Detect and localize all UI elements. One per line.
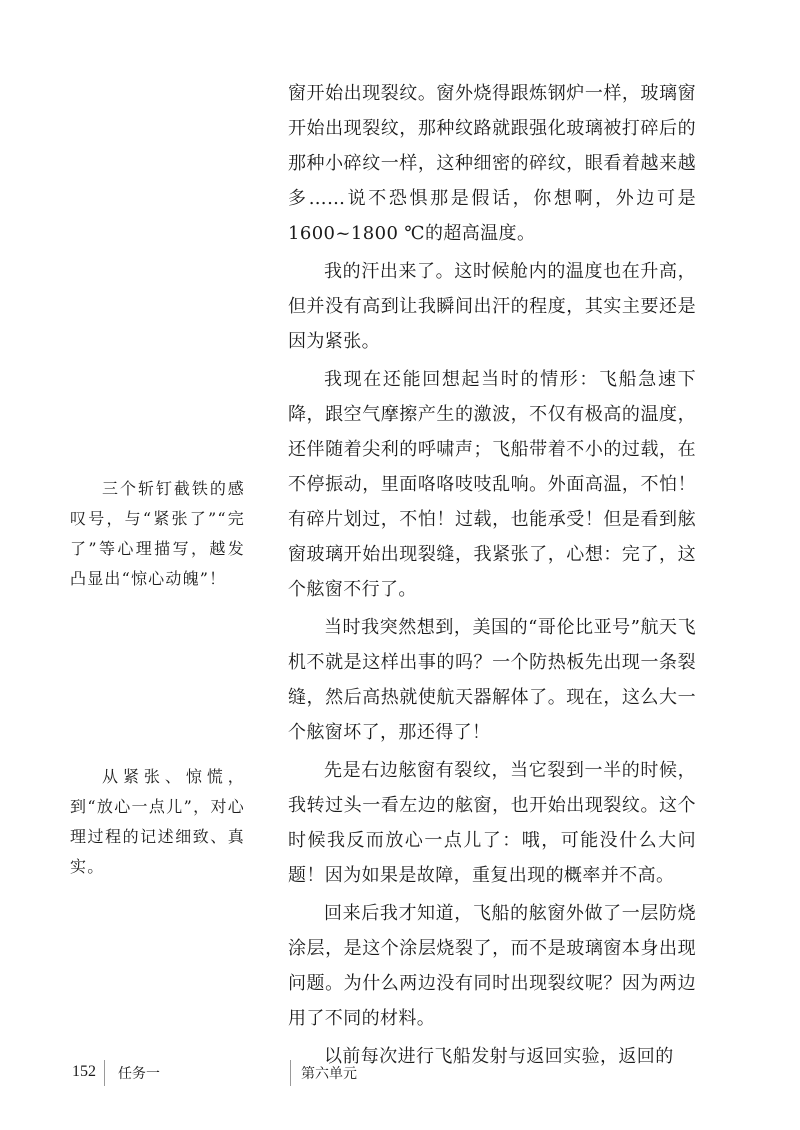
paragraph-1: 窗开始出现裂纹。窗外烧得跟炼钢炉一样，玻璃窗开始出现裂纹，那种纹路就跟强化玻璃被打碎后的那种小碎纹一样，这种细密的碎纹，眼看着越来越多……说不恐惧那是假话，你想啊，外边可是1600~1800 ℃的超高温度。 (288, 83, 696, 244)
footer-task-label: 任务一 (118, 1066, 160, 1082)
paragraph-3: 我现在还能回想起当时的情形：飞船急速下降，跟空气摩擦产生的激波，不仅有极高的温度，还伴随着尖利的呼啸声；飞船带着不小的过载，在不停振动，里面咯咯吱吱乱响。外面高温，不怕！有碎片划过，不怕！过载，也能承受！但是看到舷窗玻璃开始出现裂缝，我紧张了，心想：完了，这个舷窗不行了。 (288, 369, 696, 600)
footer-divider (290, 1060, 291, 1086)
paragraph-7: 以前每次进行飞船发射与返回实验，返回的 (324, 1046, 674, 1067)
margin-note-2: 从紧张、惊慌，到“放心一点儿”，对心理过程的记述细致、真实。 (70, 767, 245, 876)
paragraph-5: 先是右边舷窗有裂纹，当它裂到一半的时候，我转过头一看左边的舷窗，也开始出现裂纹。这个时候我反而放心一点儿了：哦，可能没什么大问题！因为如果是故障，重复出现的概率并不高。 (288, 760, 696, 886)
margin-note-1: 三个斩钉截铁的感叹号，与“紧张了”“完了”等心理描写，越发凸显出“惊心动魄”！ (70, 479, 245, 588)
paragraph-6: 回来后我才知道，飞船的舷窗外做了一层防烧涂层，是这个涂层烧裂了，而不是玻璃窗本身出现问题。为什么两边没有同时出现裂纹呢？因为两边用了不同的材料。 (288, 903, 696, 1029)
main-text (288, 76, 696, 1074)
page-number: 152 (72, 1063, 96, 1080)
paragraph-2: 我的汗出来了。这时候舱内的温度也在升高，但并没有高到让我瞬间出汗的程度，其实主要还是因为紧张。 (288, 261, 696, 352)
footer-unit-label: 第六单元 (301, 1066, 357, 1082)
footer-divider (104, 1060, 105, 1086)
paragraph-4: 当时我突然想到，美国的“哥伦比亚号”航天飞机不就是这样出事的吗？一个防热板先出现一条裂缝，然后高热就使航天器解体了。现在，这么大一个舷窗坏了，那还得了！ (288, 617, 696, 743)
